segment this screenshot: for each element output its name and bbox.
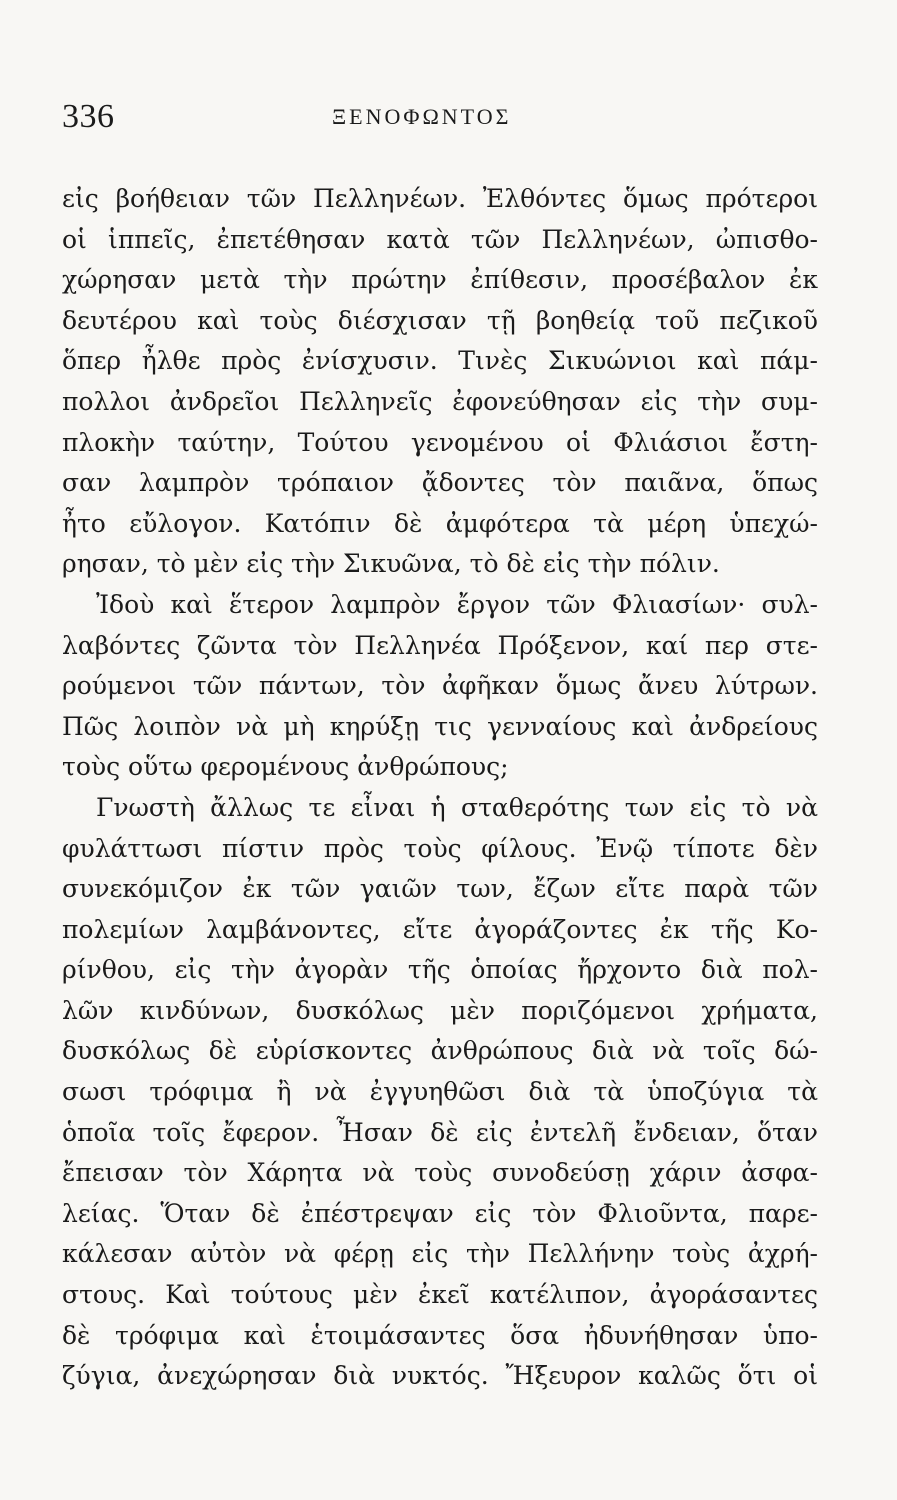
text-line: εἰς βοήθειαν τῶν Πελληνέων. Ἐλθόντες ὅμως πρότεροι	[62, 184, 818, 213]
text-line: ὅπερ ἦλθε πρὸς ἐνίσχυσιν. Τινὲς Σικυώνιοι καὶ πάμ-	[62, 346, 818, 376]
text-line: ρίνθου, εἰς τὴν ἀγορὰν τῆς ὁποίας ἤρχοντο διὰ πολ-	[62, 955, 818, 985]
text-line: τοὺς οὕτω φερομένους ἀνθρώπους;	[62, 752, 509, 782]
text-line: ἔπεισαν τὸν Χάρητα νὰ τοὺς συνοδεύσῃ χάριν ἀσφα-	[62, 1158, 818, 1188]
text-line: δὲ τρόφιμα καὶ ἑτοιμάσαντες ὅσα ἠδυνήθησαν ὑπο-	[62, 1320, 818, 1350]
page-number: 336	[62, 98, 115, 135]
text-line: δευτέρου καὶ τοὺς διέσχισαν τῇ βοηθείᾳ τοῦ πεζικοῦ	[62, 305, 818, 335]
text-line: συνεκόμιζον ἐκ τῶν γαιῶν των, ἔζων εἴτε παρὰ τῶν	[62, 874, 818, 904]
text-line: Πῶς λοιπὸν νὰ μὴ κηρύξῃ τις γενναίους καὶ ἀνδρείους	[62, 711, 818, 741]
text-line: φυλάττωσι πίστιν πρὸς τοὺς φίλους. Ἐνῷ τίποτε δὲν	[62, 833, 818, 863]
text-line: Ἰδοὺ καὶ ἕτερον λαμπρὸν ἔργον τῶν Φλιασίων· συλ-	[96, 589, 818, 619]
text-line: ζύγια, ἀνεχώρησαν διὰ νυκτός. Ἤξευρον καλῶς ὅτι οἱ	[62, 1361, 818, 1391]
text-line: δυσκόλως δὲ εὑρίσκοντες ἀνθρώπους διὰ νὰ τοῖς δώ-	[62, 1036, 818, 1066]
text-line: Γνωστὴ ἄλλως τε εἶναι ἡ σταθερότης των εἰς τὸ νὰ	[96, 792, 818, 822]
text-line: πολεμίων λαμβάνοντες, εἴτε ἀγοράζοντες ἐκ τῆς Κο-	[62, 914, 818, 944]
body-text	[62, 179, 818, 1397]
text-line: ἦτο εὔλογον. Κατόπιν δὲ ἀμφότερα τὰ μέρη ὑπεχώ-	[62, 508, 818, 538]
running-head: ΞΕΝΟΦΩΝΤΟΣ	[332, 104, 512, 129]
text-line: σαν λαμπρὸν τρόπαιον ᾄδοντες τὸν παιᾶνα, ὅπως	[62, 468, 818, 498]
text-line: πολλοι ἀνδρεῖοι Πελληνεῖς ἐφονεύθησαν εἰς τὴν συμ-	[62, 386, 818, 416]
text-line: οἱ ἱππεῖς, ἐπετέθησαν κατὰ τῶν Πελληνέων, ὠπισθο-	[62, 224, 818, 254]
text-line: ρησαν, τὸ μὲν εἰς τὴν Σικυῶνα, τὸ δὲ εἰς τὴν πόλιν.	[62, 549, 720, 579]
text-line: λῶν κινδύνων, δυσκόλως μὲν ποριζόμενοι χρήματα,	[62, 995, 818, 1025]
text-line: λαβόντες ζῶντα τὸν Πελληνέα Πρόξενον, καί περ στε-	[62, 630, 818, 660]
text-line: λείας. Ὅταν δὲ ἐπέστρεψαν εἰς τὸν Φλιοῦντα, παρε-	[62, 1198, 818, 1228]
text-line: ὁποῖα τοῖς ἔφερον. Ἦσαν δὲ εἰς ἐντελῆ ἔνδειαν, ὅταν	[62, 1117, 818, 1147]
text-line: κάλεσαν αὐτὸν νὰ φέρῃ εἰς τὴν Πελλήνην τοὺς ἀχρή-	[62, 1239, 818, 1269]
text-line: στους. Καὶ τούτους μὲν ἐκεῖ κατέλιπον, ἀγοράσαντες	[62, 1280, 818, 1310]
text-line: πλοκὴν ταύτην, Τούτου γενομένου οἱ Φλιάσιοι ἔστη-	[62, 427, 818, 457]
text-line: σωσι τρόφιμα ἢ νὰ ἐγγυηθῶσι διὰ τὰ ὑποζύγια τὰ	[62, 1077, 818, 1107]
text-line: χώρησαν μετὰ τὴν πρώτην ἐπίθεσιν, προσέβαλον ἐκ	[62, 265, 818, 295]
page-header	[62, 98, 838, 142]
text-line: ρούμενοι τῶν πάντων, τὸν ἀφῆκαν ὅμως ἄνευ λύτρων.	[62, 671, 818, 701]
